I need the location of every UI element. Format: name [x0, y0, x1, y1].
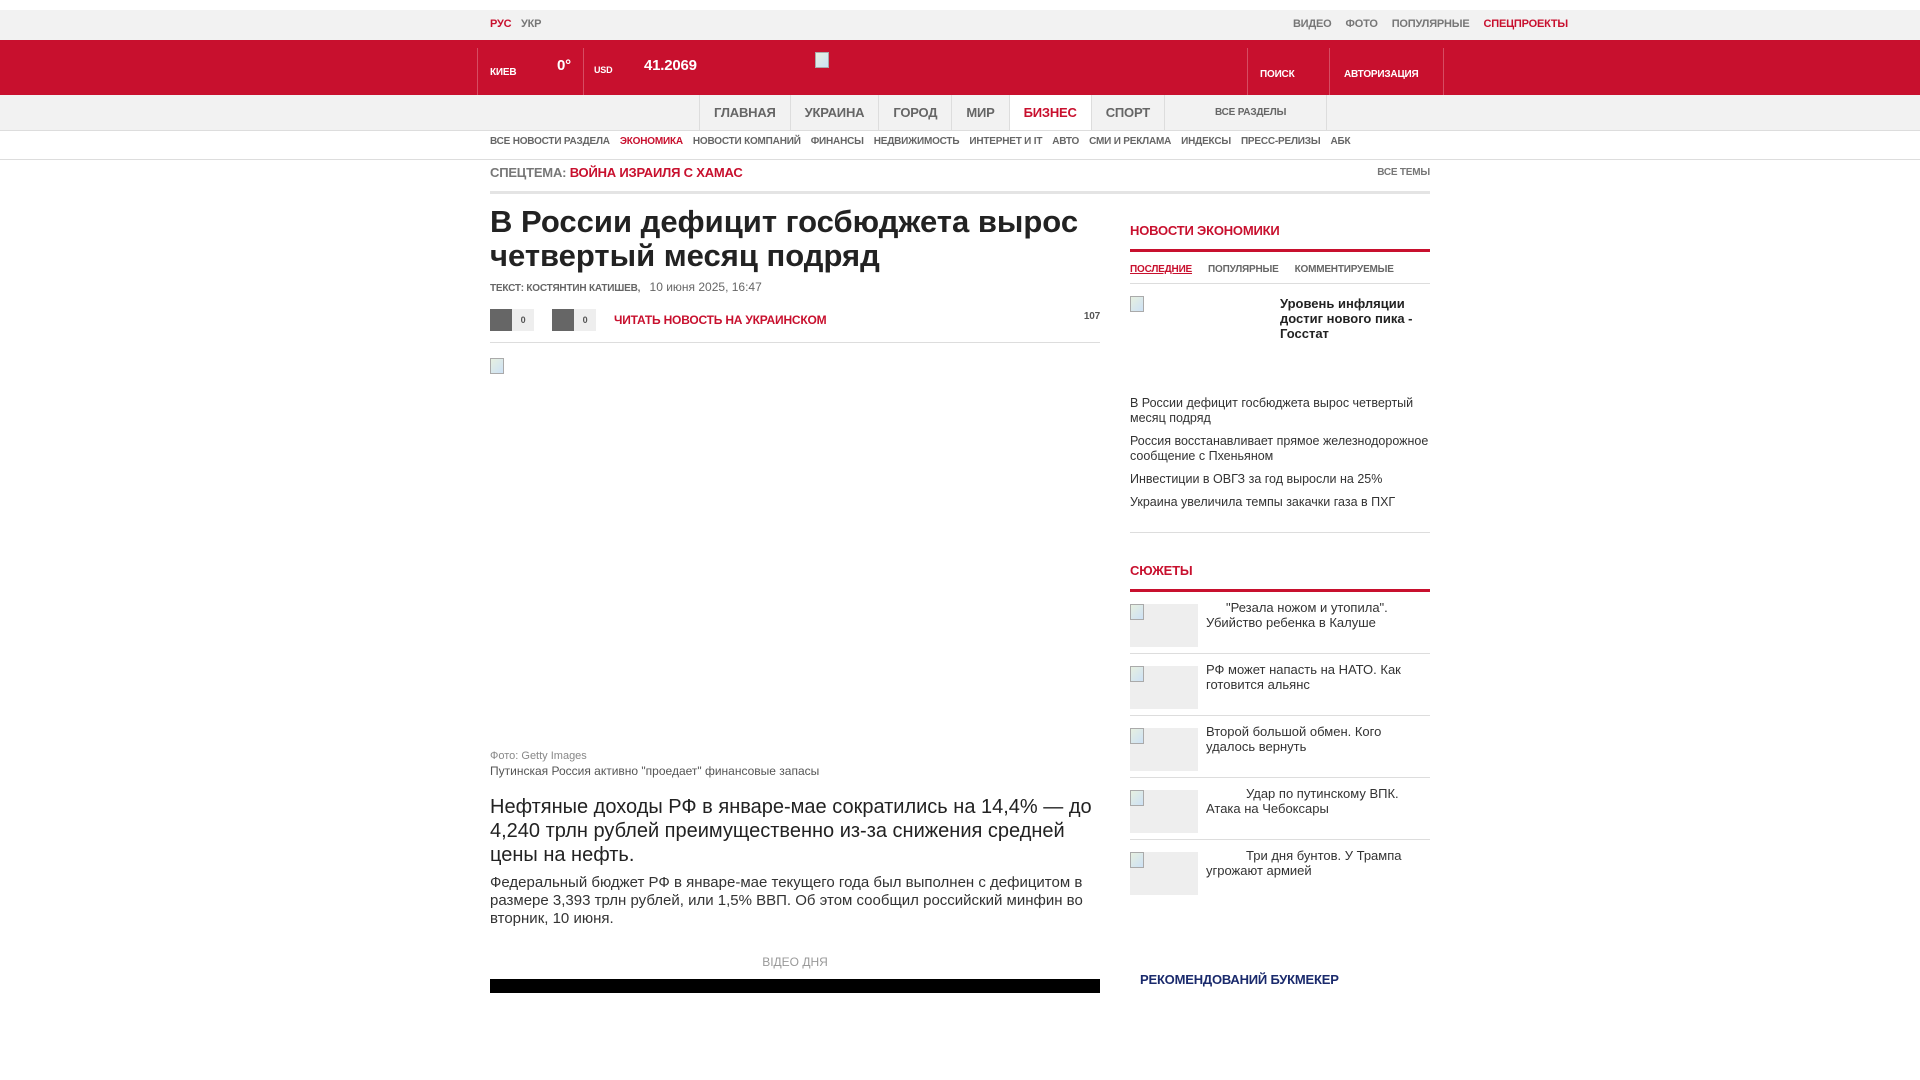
tab-latest[interactable]: ПОСЛЕДНИЕ [1130, 264, 1193, 275]
story-thumbnail [1130, 790, 1198, 833]
stories-title[interactable]: СЮЖЕТЫ [1130, 563, 1430, 592]
bookmaker-heading: РЕКОМЕНДОВАНИЙ БУКМЕКЕР [1140, 972, 1339, 987]
header-bar [0, 40, 1920, 95]
story-item[interactable] [1130, 778, 1430, 840]
video-link[interactable]: ВИДЕО [1292, 18, 1332, 30]
article-actions [490, 309, 1100, 343]
subnav-auto[interactable]: АВТО [1052, 136, 1080, 147]
video-player[interactable] [490, 979, 1100, 993]
article-headline: В России дефицит госбюджета вырос четвертый месяц подряд [490, 204, 1079, 273]
broken-image-icon [1130, 852, 1144, 868]
city-label: КИЕВ [490, 67, 517, 78]
tab-sport[interactable]: СПОРТ [1091, 95, 1164, 130]
special-projects-link[interactable]: СПЕЦПРОЕКТЫ [1483, 18, 1568, 30]
share-icon [552, 309, 574, 331]
subnav-all-news[interactable]: ВСЕ НОВОСТИ РАЗДЕЛА [490, 136, 610, 147]
story-thumbnail [1130, 728, 1198, 771]
share-button-1[interactable] [490, 309, 534, 331]
story-title[interactable]: Второй большой обмен. Кого удалось вернуть [1206, 724, 1382, 754]
author[interactable]: ТЕКСТ: КОСТЯНТИН КАТИШЕВ, [490, 283, 641, 294]
broken-image-icon [1130, 728, 1144, 744]
logo-broken-image-icon [815, 52, 829, 68]
list-item[interactable]: Инвестиции в ОВГЗ за год выросли на 25% [1130, 472, 1383, 486]
divider [583, 48, 584, 95]
all-sections-button[interactable]: ВСЕ РАЗДЕЛЫ [1164, 95, 1327, 130]
divider [1247, 48, 1248, 95]
subnav-media[interactable]: СМИ И РЕКЛАМА [1089, 136, 1172, 147]
tab-popular[interactable]: ПОПУЛЯРНЫЕ [1208, 264, 1279, 275]
story-thumbnail [1130, 852, 1198, 895]
search-button[interactable]: ПОИСК [1260, 69, 1295, 80]
article-photo [490, 358, 1100, 748]
lang-ua-link[interactable]: УКР [521, 18, 542, 30]
currency-label: USD [594, 64, 613, 75]
divider [1329, 48, 1330, 95]
broken-image-icon [1130, 604, 1144, 620]
list-item[interactable]: В России дефицит госбюджета вырос четвертый месяц подряд [1130, 396, 1414, 425]
main-nav [0, 95, 1920, 131]
economy-news-widget [1130, 223, 1430, 533]
read-ukrainian-link[interactable]: ЧИТАТЬ НОВОСТЬ НА УКРАИНСКОМ [614, 313, 827, 327]
story-item[interactable] [1130, 654, 1430, 716]
stories-widget [1130, 563, 1430, 901]
site-logo[interactable] [815, 32, 829, 87]
photo-credit: Фото: Getty Images [490, 750, 587, 762]
special-topic-label: СПЕЦТЕМА: [490, 165, 567, 180]
broken-image-icon [1130, 666, 1144, 682]
temperature: 0° [557, 57, 571, 74]
login-button[interactable]: АВТОРИЗАЦИЯ [1344, 69, 1419, 80]
special-topic-link[interactable]: ВОЙНА ИЗРАИЛЯ С ХАМАС [569, 165, 743, 180]
featured-news[interactable] [1130, 296, 1430, 396]
story-title[interactable]: РФ может напасть на НАТО. Как готовится альянс [1206, 662, 1401, 692]
story-title[interactable]: "Резала ножом и утопила". Убийство ребенка в Калуше [1206, 600, 1388, 630]
exchange-rate: 41.2069 [644, 57, 697, 74]
list-item[interactable]: Россия восстанавливает прямое железнодорожное сообщение с Пхеньяном [1130, 434, 1429, 463]
publish-date: 10 июня 2025, 16:47 [649, 280, 762, 294]
story-title[interactable]: Удар по путинскому ВПК. Атака на Чебоксары [1206, 786, 1399, 816]
story-item[interactable] [1130, 592, 1430, 654]
top-links [1293, 18, 1568, 30]
subnav-internet[interactable]: ИНТЕРНЕТ И IT [969, 136, 1043, 147]
photo-caption: Путинская Россия активно "проедает" финансовые запасы [490, 764, 820, 778]
subnav-realty[interactable]: НЕДВИЖИМОСТЬ [873, 136, 960, 147]
subnav-press[interactable]: ПРЕСС-РЕЛИЗЫ [1240, 136, 1321, 147]
share-count: 0 [574, 309, 596, 331]
subnav-indexes[interactable]: ИНДЕКСЫ [1181, 136, 1231, 147]
lang-ru-link[interactable]: РУС [490, 18, 512, 30]
featured-news-title[interactable]: Уровень инфляции достиг нового пика - Госстат [1280, 296, 1413, 341]
all-topics-link[interactable]: ВСЕ ТЕМЫ [1377, 167, 1430, 178]
story-item[interactable] [1130, 840, 1430, 901]
top-strip [0, 10, 1920, 40]
video-of-day-label: ВІДЕО ДНЯ [762, 955, 828, 969]
story-item[interactable] [1130, 716, 1430, 778]
story-title[interactable]: Три дня бунтов. У Трампа угрожают армией [1206, 848, 1402, 878]
tab-city[interactable]: ГОРОД [878, 95, 951, 130]
share-button-2[interactable] [552, 309, 596, 331]
view-count: 107 [1083, 311, 1100, 322]
news-list [1130, 396, 1430, 533]
photo-link[interactable]: ФОТО [1345, 18, 1378, 30]
share-icon [490, 309, 512, 331]
broken-image-icon [490, 358, 504, 374]
broken-image-icon [1130, 790, 1144, 806]
story-thumbnail [1130, 604, 1198, 647]
divider [0, 159, 1920, 160]
news-tabs [1130, 264, 1430, 284]
article-lead: Нефтяные доходы РФ в январе-мае сократились на 14,4% — до 4,240 трлн рублей преимущественно из-за снижения средней цены на нефть. [490, 796, 1092, 866]
list-item[interactable]: Украина увеличила темпы закачки газа в ПХГ [1130, 495, 1396, 509]
subnav-economy[interactable]: ЭКОНОМИКА [619, 136, 683, 147]
tab-business[interactable]: БИЗНЕС [1009, 95, 1091, 130]
byline [490, 280, 762, 294]
story-thumbnail [1130, 666, 1198, 709]
subnav-finance[interactable]: ФИНАНСЫ [810, 136, 864, 147]
share-count: 0 [512, 309, 534, 331]
divider [477, 48, 478, 95]
special-topic-bar [490, 165, 1430, 194]
tab-ukraine[interactable]: УКРАИНА [790, 95, 879, 130]
broken-image-icon [1130, 296, 1144, 312]
subnav-abk[interactable]: АБК [1330, 136, 1351, 147]
tab-commented[interactable]: КОММЕНТИРУЕМЫЕ [1294, 264, 1394, 275]
tab-world[interactable]: МИР [951, 95, 1008, 130]
article-body: Федеральный бюджет РФ в январе-мае текущего года был выполнен с дефицитом в размере 3,393 трлн рублей, или 1,5% ВВП. Об этом сообщил российский минфин во вторник, 10 июня. [490, 874, 1083, 927]
popular-link[interactable]: ПОПУЛЯРНЫЕ [1391, 18, 1470, 30]
sub-nav [490, 136, 1350, 147]
subnav-companies[interactable]: НОВОСТИ КОМПАНИЙ [692, 136, 801, 147]
tab-main[interactable]: ГЛАВНАЯ [699, 95, 790, 130]
economy-news-title[interactable]: НОВОСТИ ЭКОНОМИКИ [1130, 223, 1430, 252]
divider [1443, 48, 1444, 95]
